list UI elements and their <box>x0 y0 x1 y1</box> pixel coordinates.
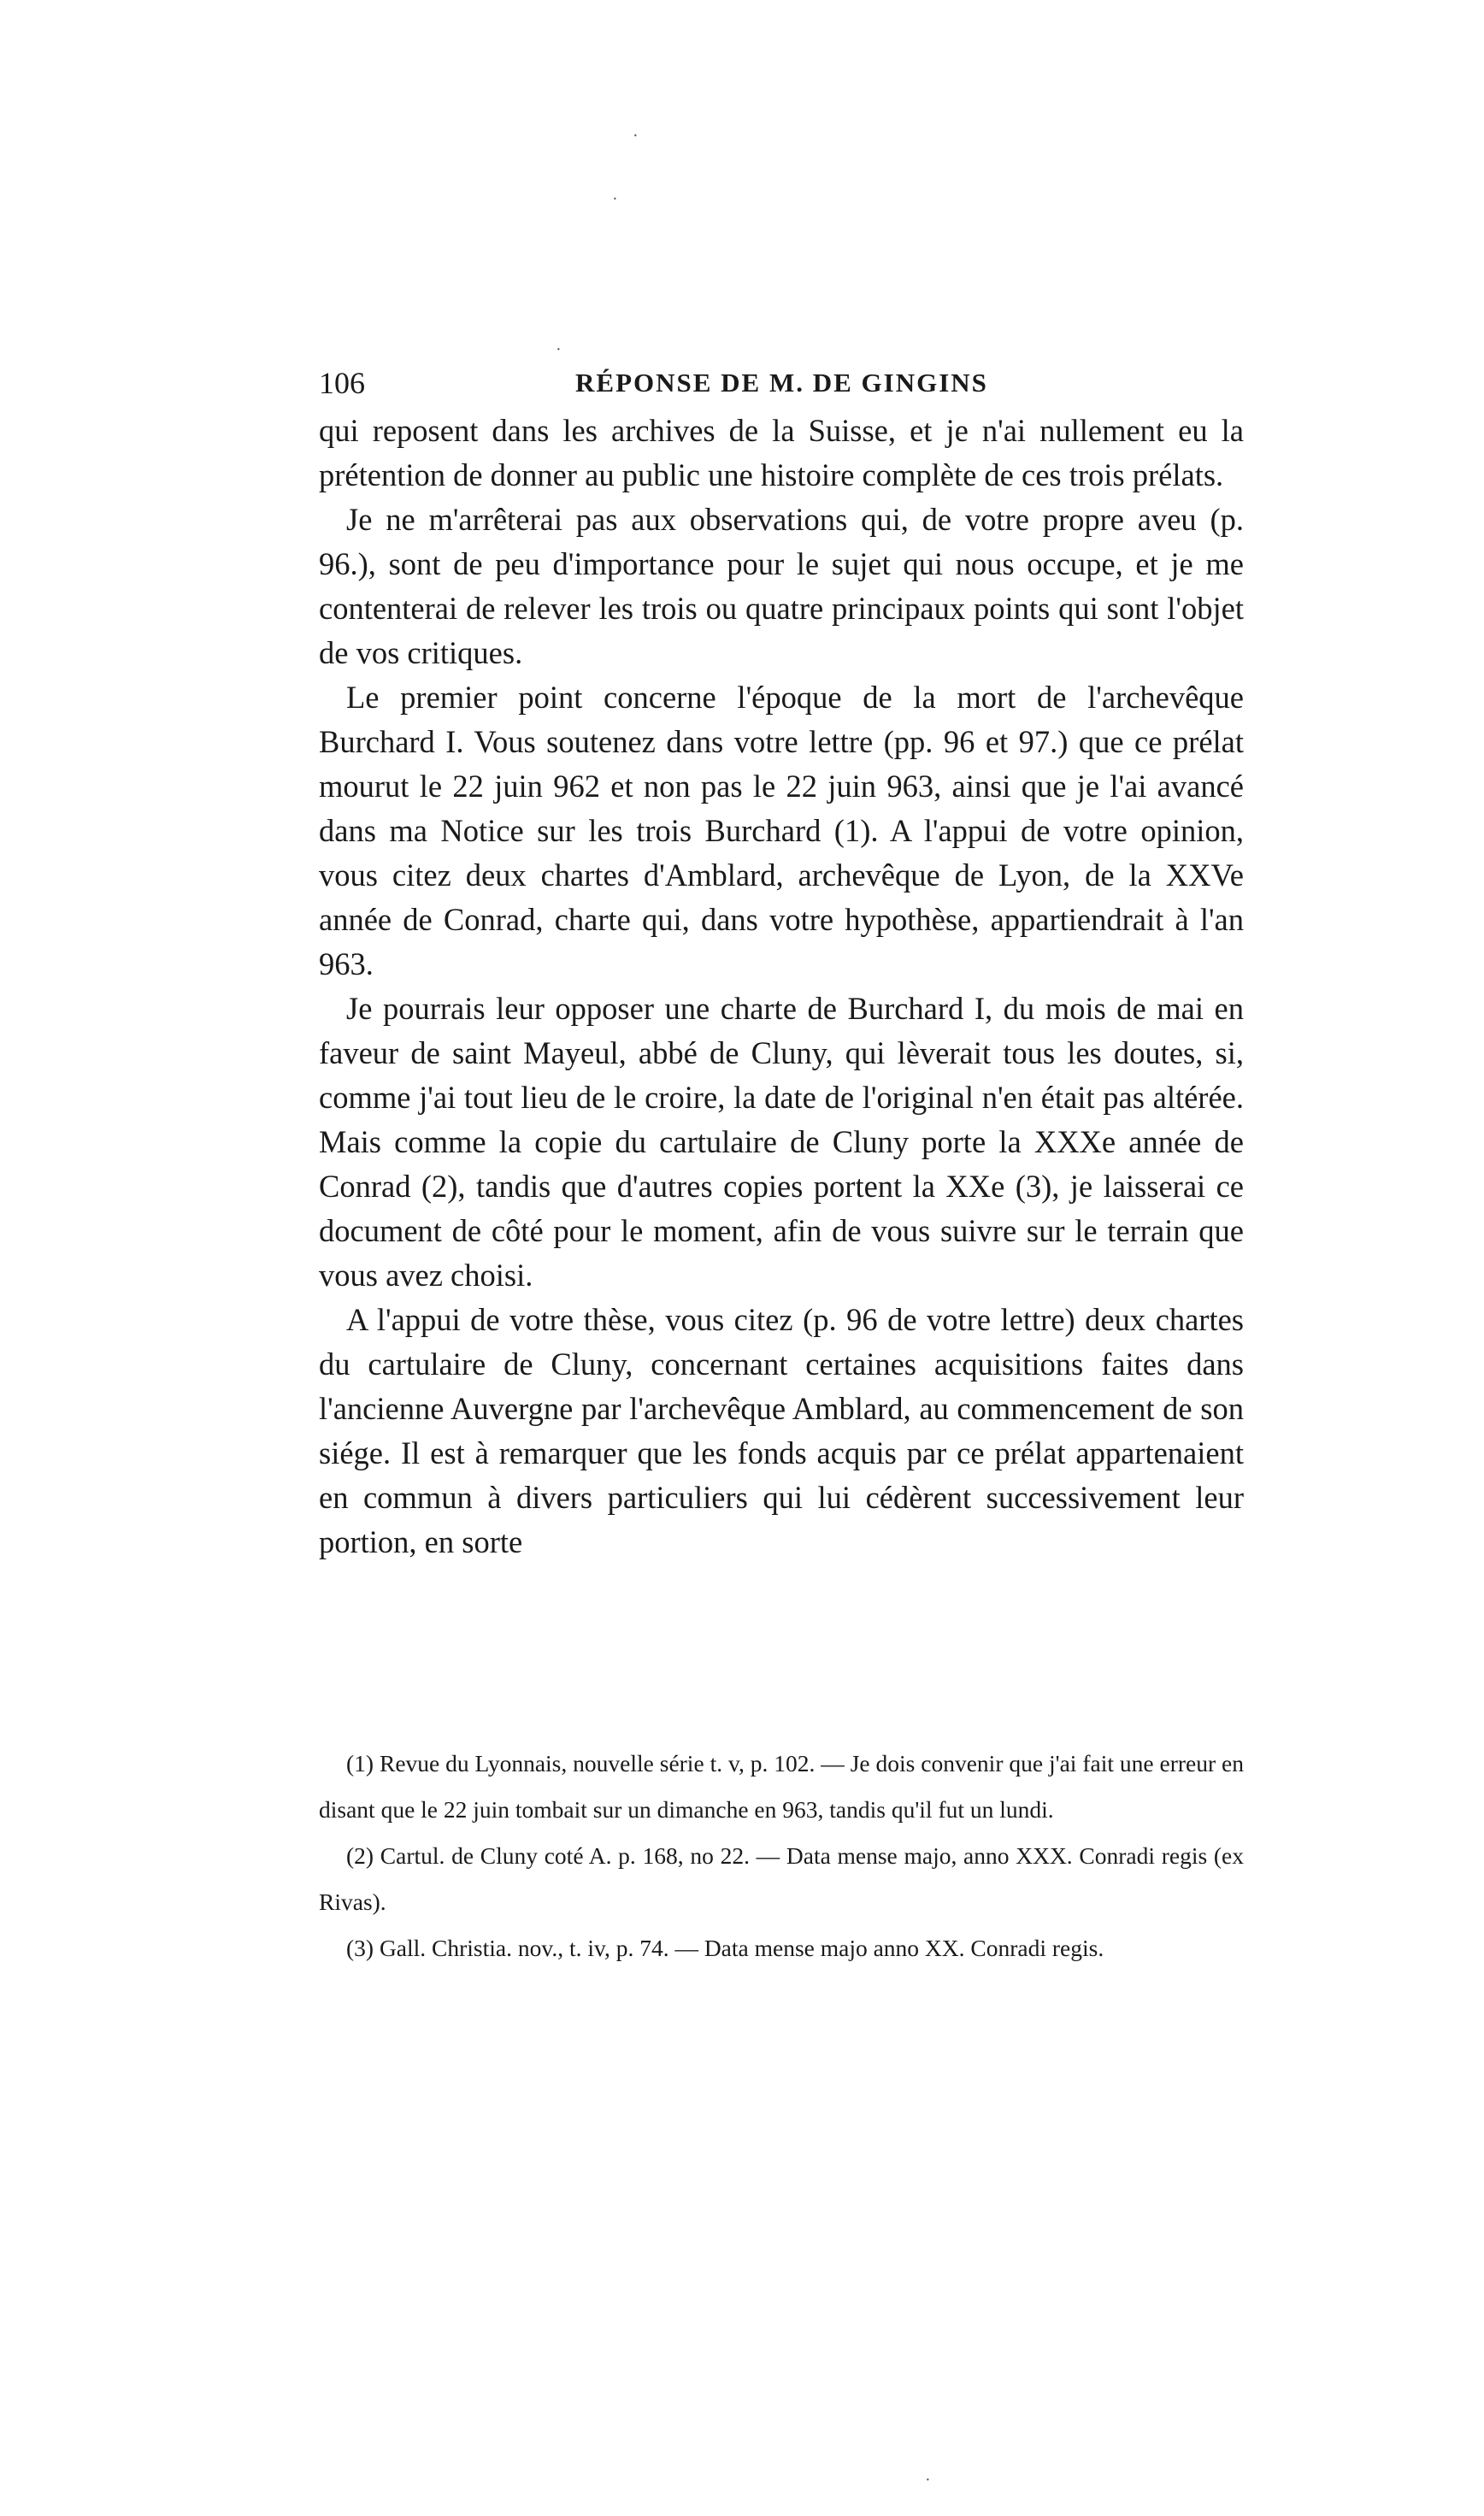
paragraph: Je pourrais leur opposer une charte de Burchard I, du mois de mai en faveur de saint Mayeul, abbé de Cluny, qui lèverait tous les doutes, si, comme j'ai tout lieu de le croire, la date de l'original n'en était pas altérée. Mais comme la copie du cartulaire de Cluny porte la XXXe année de Conrad (2), tandis que d'autres copies portent la XXe (3), je laisserai ce document de côté pour le moment, afin de vous suivre sur le terrain que vous avez choisi. <box>319 991 1244 1293</box>
page-number: 106 <box>319 366 365 400</box>
paragraph: Je ne m'arrêterai pas aux observations qui, de votre propre aveu (p. 96.), sont de peu d'importance pour le sujet qui nous occupe, et je me contenterai de relever les trois ou quatre principaux points qui sont l'objet de vos critiques. <box>319 502 1244 670</box>
scan-speck: · <box>612 190 618 209</box>
footnote: (1) Revue du Lyonnais, nouvelle série t. v, p. 102. — Je dois convenir que j'ai fait une erreur en disant que le 22 juin tombait sur un dimanche en 963, tandis qu'il fut un lundi. <box>319 1750 1244 1823</box>
page-header <box>319 357 1244 409</box>
footnote: (2) Cartul. de Cluny coté A. p. 168, no 22. — Data mense majo, anno XXX. Conradi regis (ex Rivas). <box>319 1842 1244 1915</box>
paragraph: Le premier point concerne l'époque de la mort de l'archevêque Burchard I. Vous soutenez dans votre lettre (pp. 96 et 97.) que ce prélat mourut le 22 juin 962 et non pas le 22 juin 963, ainsi que je l'ai avancé dans ma Notice sur les trois Burchard (1). A l'appui de votre opinion, vous citez deux chartes d'Amblard, archevêque de Lyon, de la XXVe année de Conrad, charte qui, dans votre hypothèse, appartiendrait à l'an 963. <box>319 680 1244 981</box>
scan-speck: · <box>925 2471 931 2489</box>
paragraph: A l'appui de votre thèse, vous citez (p. 96 de votre lettre) deux chartes du cartulaire de Cluny, concernant certaines acquisitions faites dans l'ancienne Auvergne par l'archevêque Amblard, au commencement de son siége. Il est à remarquer que les fonds acquis par ce prélat appartenaient en commun à divers particuliers qui lui cédèrent successivement leur portion, en sorte <box>319 1302 1244 1559</box>
body-text <box>319 409 1244 1564</box>
footnotes <box>319 1741 1244 1971</box>
scan-speck: · <box>633 127 639 145</box>
footnote: (3) Gall. Christia. nov., t. iv, p. 74. — Data mense majo anno XX. Conradi regis. <box>346 1935 1104 1961</box>
paragraph: qui reposent dans les archives de la Suisse, et je n'ai nullement eu la prétention de donner au public une histoire complète de ces trois prélats. <box>319 413 1244 492</box>
running-title: RÉPONSE DE M. DE GINGINS <box>575 368 988 398</box>
scan-speck: · <box>556 340 562 359</box>
book-page <box>319 357 1244 1564</box>
